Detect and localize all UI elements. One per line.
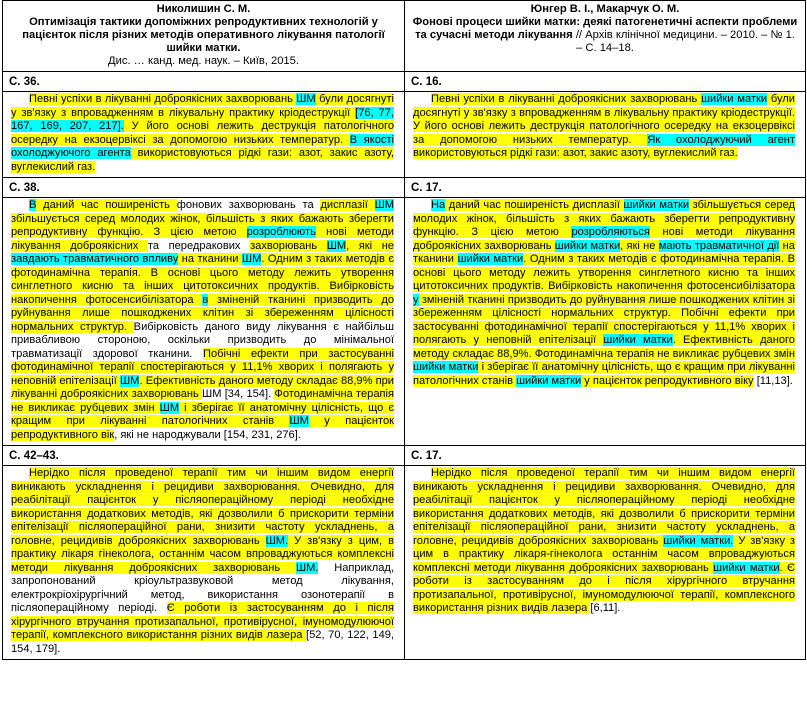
header-row xyxy=(3,1,806,72)
yellow-highlight: даний час поширеність дисплазії xyxy=(445,199,624,211)
left-page-label: С. 36. xyxy=(9,76,40,88)
right-page-label: С. 17. xyxy=(411,182,442,194)
plain-text: Наприклад, запропонований кріоультразвуковой метод лікування, електрокріохірургічний метод, використання озонотерапії в післяопераційному періоді. xyxy=(11,561,394,614)
cyan-highlight: шийки матки xyxy=(413,361,479,373)
yellow-highlight: використовуються рідкі гази: азот, закис азоту, вуглекислий газ. xyxy=(413,147,738,159)
right-author: Юнгер В. І., Макарчук О. М. xyxy=(530,3,680,15)
yellow-highlight: , які не xyxy=(620,239,659,252)
yellow-highlight: У зв'язку з цим в практику лікаря-гінеколога останнім часом впроваджуються комплексні методи лікування доброякісних захворювань xyxy=(413,534,795,574)
cyan-highlight: мають травматичної дії xyxy=(658,239,780,252)
right-header xyxy=(405,1,806,72)
yellow-highlight: і зберігає її анатомічну цілісність, що є кращим при лікуванні патологічних станів xyxy=(11,401,394,427)
yellow-highlight: були досягнуті у зв'язку з впровадженням в лікувальну практику кріодеструкції. У його основі лежить деструкція патологічного осередку на екзоцервіксі за допомогою низьких температур. xyxy=(413,93,795,146)
yellow-highlight: Певні успіхи в лікуванні доброякісних захворювань xyxy=(29,93,297,105)
left-source: Дис. … канд. мед. наук. – Київ, 2015. xyxy=(108,55,299,67)
cyan-highlight: шийки матки xyxy=(623,199,690,211)
left-passage xyxy=(3,466,404,659)
cyan-highlight: шийки матки xyxy=(701,93,768,105)
cyan-highlight: шийки матки xyxy=(554,239,621,252)
yellow-highlight: Певні успіхи в лікуванні доброякісних захворювань xyxy=(431,93,702,105)
cyan-highlight: шийки матки xyxy=(457,253,524,265)
right-passage xyxy=(405,466,805,619)
left-page-label: С. 38. xyxy=(9,182,40,194)
yellow-highlight: збільшується серед молодих жінок, більшість з яких бажають зберегти репродуктивну функцію. З цією метою xyxy=(11,212,394,238)
yellow-highlight: . Одним з таких методів є фотодинамічна терапія. В основі цього методу лежить утворення синглетного кисню та інших цитотоксичних продуктів. Вибірковість накопичення фотосенсибілізатора xyxy=(413,253,795,292)
page-row-2 xyxy=(3,178,806,198)
cyan-highlight: ШМ xyxy=(120,374,140,387)
yellow-highlight: і зберігає її анатомічну цілісність, що є кращим при лікуванні патологічних станів xyxy=(413,361,795,387)
yellow-highlight: захворювань xyxy=(250,239,327,252)
plain-text: ШМ [34, 154]. xyxy=(202,388,275,400)
left-passage xyxy=(3,92,404,177)
cyan-highlight: шийки матки xyxy=(713,561,780,574)
yellow-highlight: Побічні ефекти при застосуванні фотодинамічної терапії спостерігаються у 11,1% хворих і полягають у неповній епітелізації xyxy=(11,347,394,387)
cyan-highlight: Як охолоджуючий агент xyxy=(647,133,795,146)
cyan-highlight: ШМ. xyxy=(265,534,289,547)
left-title: Оптимізація тактики допоміжних репродуктивних технологій у пацієнток після різних методів оперативного лікування патології шийки матки. xyxy=(22,16,385,54)
cyan-highlight: ШМ xyxy=(289,415,309,427)
yellow-highlight: на тканини xyxy=(413,239,795,265)
plain-text: фонових захворювань та xyxy=(176,199,321,211)
yellow-highlight: зміненій тканині призводить до руйнування лише пошкоджених клітин зі збереженням цілісності нормальних структур. Побічні ефекти при застосуванні фотодинамічної терапії спостерігаються у 11,1% хворих і полягають у неповній епітелізації xyxy=(413,293,795,346)
right-passage xyxy=(405,198,805,391)
cyan-highlight: В якості охолоджуючого агента xyxy=(11,133,394,159)
page-row-3 xyxy=(3,446,806,466)
cyan-highlight: ШМ xyxy=(374,199,394,211)
yellow-highlight: Фотодинамічна терапія не викликає рубцевих змін xyxy=(11,388,394,414)
plain-text: Вибірковість даного виду лікування є найбільш привабливою стороною, оскільки призводить до мінімальної травматизації здорової тканини. xyxy=(11,320,394,360)
left-passage xyxy=(3,198,404,445)
left-page-label: С. 42–43. xyxy=(9,450,59,462)
cyan-highlight: розробляються xyxy=(571,226,650,238)
cyan-highlight: у xyxy=(413,293,419,306)
left-author: Николишин С. М. xyxy=(156,3,251,15)
right-page-label: С. 17. xyxy=(411,450,442,462)
yellow-highlight: використовуються рідкі гази: азот, закис азоту, вуглекислий газ. xyxy=(11,147,394,173)
text-row-3 xyxy=(3,466,806,660)
yellow-highlight: дисплазії xyxy=(320,199,375,211)
yellow-highlight: на тканини xyxy=(178,253,242,265)
text-row-2 xyxy=(3,198,806,446)
yellow-highlight: даний час поширеність xyxy=(36,199,177,211)
yellow-highlight: були досягнуті у зв'язку з впровадженням в лікувальну практику кріодеструкції xyxy=(11,93,394,119)
cyan-highlight: завдають травматичного впливу xyxy=(11,253,179,265)
yellow-highlight: збільшується серед молодих жінок, більшість з яких бажають зберегти репродуктивну функцію. З цією метою xyxy=(413,199,795,238)
yellow-highlight: . Ефективність даного методу складає 88,9% при лікуванні доброякісних захворювань xyxy=(11,374,394,400)
yellow-highlight: , які не xyxy=(346,239,394,252)
yellow-highlight: нові методи лікування доброякісних xyxy=(11,226,394,252)
cyan-highlight: ШМ xyxy=(241,253,262,265)
cyan-highlight: шийки матки. xyxy=(663,534,734,547)
cyan-highlight: В xyxy=(29,199,37,211)
yellow-highlight: у пацієнток репродуктивного віку xyxy=(581,374,754,387)
cyan-highlight: На xyxy=(431,199,446,211)
plain-text: [52, 70, 122, 149, 154, 179]. xyxy=(11,629,394,655)
cyan-highlight: розроблюють xyxy=(246,226,316,238)
yellow-highlight: У його основі лежить деструкція патологічного осередку на екзоцервіксі за допомогою низьких температур. xyxy=(11,120,395,146)
right-source: // Архів клінічної медицини. – 2010. – № 1. – С. 14–18. xyxy=(572,29,795,54)
cyan-highlight: ШМ xyxy=(296,93,316,105)
cyan-highlight: шийки матки xyxy=(516,374,582,387)
left-header xyxy=(3,1,405,72)
yellow-highlight: Є роботи із застосуванням до і після хірургічного втручання протизапальної, противірусної, імуномодулюючої терапії, комплексного використання різних видів лазера xyxy=(11,602,395,641)
cyan-highlight: ШМ xyxy=(326,239,347,252)
right-passage xyxy=(405,92,805,164)
right-title: Фонові процеси шийки матки: деякі патогенетичні аспекти проблеми та сучасні методи лікування xyxy=(412,16,798,41)
cyan-highlight: [76, 77, 167, 169, 207, 217]. xyxy=(11,106,394,132)
plain-text: та передракових xyxy=(147,239,251,252)
right-page-label: С. 16. xyxy=(411,76,442,88)
yellow-highlight: У зв'язку з цим, в практику лікаря гінеколога, останнім часом впроваджуються комплексні методи лікування доброякісних захворювань xyxy=(11,534,394,574)
cyan-highlight: в xyxy=(202,293,209,306)
yellow-highlight: зміненій тканині призводить до руйнування лише пошкоджених клітин зі збереженням цілісності нормальних структур. xyxy=(11,293,395,333)
plain-text: , які не народжували [154, 231, 276]. xyxy=(114,428,301,441)
cyan-highlight: шийки матки xyxy=(603,334,673,346)
text-row-1 xyxy=(3,92,806,178)
yellow-highlight: у пацієнток репродуктивного вік xyxy=(11,415,394,441)
yellow-highlight: Нерідко після проведеної терапії тим чи іншим видом енергії виникають ускладнення і рецидиви захворювання. Очевидно, для реабілітації пацієнток у післяопераційному періоді необхідне використання додаткових методів, які дозволили б прискорити терміни епітелізації післяопераційної рани, знизити частоту ускладнень, а головне, рецидивів доброякісних захворювань xyxy=(11,467,394,547)
cyan-highlight: ШМ. xyxy=(295,561,319,574)
yellow-highlight: . Є роботи із застосуванням до і після хірургічного втручання протизапальної, противірусної, імуномодулюючої терапії, комплексного використання різних видів лазера xyxy=(413,561,795,614)
cyan-highlight: ШМ xyxy=(159,401,180,414)
yellow-highlight: нові методи лікування доброякісних захворювань xyxy=(413,226,795,252)
page-row-1 xyxy=(3,72,806,92)
comparison-table xyxy=(2,0,806,660)
plain-text: [6,11]. xyxy=(590,602,621,614)
plain-text: [11,13]. xyxy=(753,374,793,387)
yellow-highlight: . Одним з таких методів є фотодинамічна терапія. В основі цього методу лежить утворення синглетного кисню та інших цитотоксичних продуктів. Вибірковість накопичення фотосенсибілізатора xyxy=(11,253,394,306)
yellow-highlight: Нерідко після проведеної терапії тим чи іншим видом енергії виникають ускладнення і рецидиви захворювання. Очевидно, для реабілітації пацієнток у післяопераційному періоді необхідне використання додаткових методів, які дозволили б прискорити терміни епітелізації післяопераційної рани, знизити частоту ускладнень, а головне, рецидивів доброякісних захворювань xyxy=(413,467,795,547)
yellow-highlight: . Ефективність даного методу складає 88,9%. Фотодинамічна терапія не викликає рубцевих змін xyxy=(413,334,795,360)
